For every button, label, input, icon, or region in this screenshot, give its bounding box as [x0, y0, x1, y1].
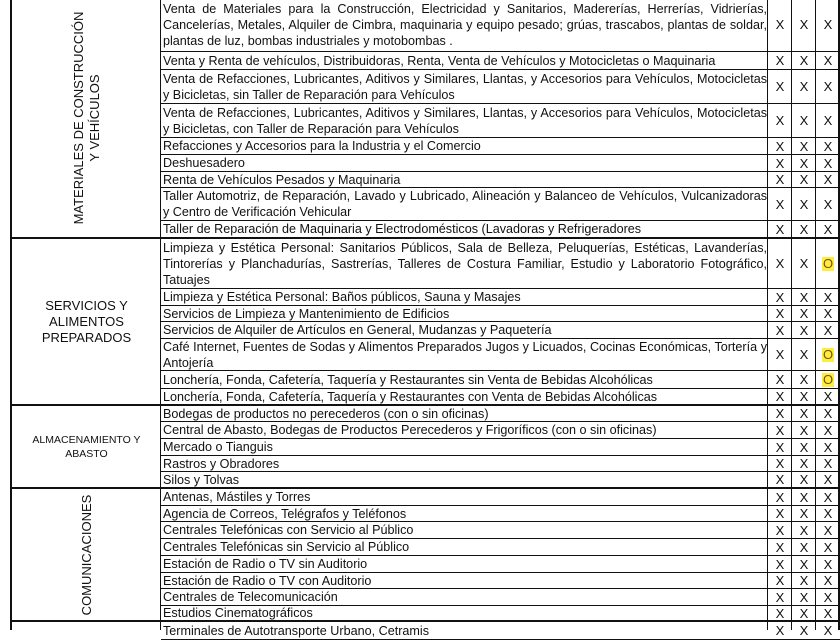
use-description-text: Limpieza y Estética Personal: Baños públicos, Sauna y Masajes — [163, 290, 521, 304]
prohibited-mark: X — [775, 155, 785, 171]
compatibility-mark-cell — [792, 456, 816, 471]
compatibility-mark-cell — [792, 239, 816, 288]
compatibility-mark-cell — [768, 239, 792, 288]
prohibited-mark: X — [799, 17, 809, 32]
use-description-text: Antenas, Mástiles y Torres — [163, 490, 311, 504]
mark-column-divider — [815, 0, 816, 630]
compatibility-mark-cell — [768, 371, 792, 388]
use-description-text: Refacciones y Accesorios para la Industria y el Comercio — [163, 139, 481, 153]
prohibited-mark: X — [799, 522, 809, 538]
use-description — [163, 472, 767, 487]
compatibility-mark-cell — [816, 70, 840, 103]
category-label: SERVICIOS Y ALIMENTOS PREPARADOS — [41, 297, 132, 345]
prohibited-mark: X — [823, 422, 833, 438]
use-description-text: Centrales Telefónicas sin Servicio al Público — [163, 540, 410, 554]
mark-column-divider — [767, 0, 768, 630]
prohibited-mark: X — [775, 17, 785, 32]
use-description — [163, 439, 767, 455]
compatibility-mark-cell — [768, 556, 792, 572]
use-description — [163, 239, 767, 288]
compatibility-mark-cell — [816, 322, 840, 338]
compatibility-mark-cell — [792, 539, 816, 555]
compatibility-mark-cell — [792, 322, 816, 338]
use-description-text: Taller de Reparación de Maquinaria y Electrodomésticos (Lavadoras y Refrigeradores — [163, 222, 642, 236]
compatibility-mark-cell — [768, 539, 792, 555]
prohibited-mark: X — [799, 456, 809, 471]
compatibility-mark-cell — [768, 406, 792, 421]
use-description-text: Café Internet, Fuentes de Sodas y Alimentos Preparados Jugos y Licuados, Cocinas Económicas, Tortería y Antojería — [163, 339, 767, 370]
table-row — [161, 0, 840, 52]
prohibited-mark: X — [775, 422, 785, 438]
table-row — [161, 188, 840, 221]
prohibited-mark: X — [799, 347, 809, 362]
compatibility-mark-cell — [768, 289, 792, 305]
prohibited-mark: X — [799, 556, 809, 572]
prohibited-mark: X — [799, 623, 809, 638]
prohibited-mark: X — [799, 605, 809, 621]
prohibited-mark: X — [799, 406, 809, 421]
prohibited-mark: X — [775, 347, 785, 362]
category-cell — [12, 406, 161, 489]
compatibility-mark-cell — [768, 70, 792, 103]
prohibited-mark: X — [799, 79, 809, 94]
prohibited-mark: X — [775, 172, 785, 187]
prohibited-mark: X — [775, 289, 785, 305]
prohibited-mark: X — [823, 138, 833, 154]
use-description-text: Estudios Cinematográficos — [163, 606, 313, 620]
use-description-text: Venta de Refacciones, Lubricantes, Aditivos y Similares, Llantas, y Accesorios para Vehículos, Motocicletas y Bicicletas, sin Taller de Reparación para Vehículos — [163, 71, 767, 102]
prohibited-mark: X — [799, 589, 809, 605]
prohibited-mark: X — [823, 196, 833, 212]
prohibited-mark: X — [823, 389, 833, 404]
prohibited-mark: X — [799, 196, 809, 212]
use-description — [163, 155, 767, 171]
compatibility-mark-cell — [768, 221, 792, 237]
compatibility-mark-cell — [792, 606, 816, 620]
compatibility-mark-cell — [816, 138, 840, 154]
prohibited-mark: X — [799, 256, 809, 271]
table-row — [161, 539, 840, 556]
compatibility-mark-cell — [768, 155, 792, 171]
prohibited-mark: X — [775, 406, 785, 421]
compatibility-mark-cell — [816, 188, 840, 220]
table-row — [161, 138, 840, 155]
compatibility-mark-cell — [792, 155, 816, 171]
category-cell — [12, 239, 161, 406]
use-description-text: Venta y Renta de vehículos, Distribuidoras, Renta, Venta de Vehículos y Motocicletas o Maquinaria — [163, 53, 716, 68]
prohibited-mark: X — [799, 172, 809, 187]
use-description — [163, 138, 767, 154]
compatibility-mark-cell — [768, 389, 792, 404]
prohibited-mark: X — [823, 155, 833, 171]
use-description — [163, 289, 767, 305]
compatibility-mark-cell — [768, 339, 792, 370]
use-description — [163, 371, 767, 388]
compatibility-mark-cell — [816, 622, 840, 639]
table-row — [161, 221, 840, 239]
table-row — [161, 339, 840, 371]
compatibility-mark-cell — [816, 439, 840, 455]
prohibited-mark: X — [823, 439, 833, 455]
prohibited-mark: X — [799, 306, 809, 321]
prohibited-mark: X — [775, 456, 785, 471]
compatibility-mark-cell — [816, 489, 840, 505]
prohibited-mark: X — [775, 539, 785, 555]
compatibility-mark-cell — [816, 556, 840, 572]
table-row — [161, 104, 840, 138]
table-row — [161, 289, 840, 306]
prohibited-mark: X — [823, 221, 833, 237]
prohibited-mark: X — [799, 489, 809, 505]
use-description — [163, 306, 767, 321]
use-description-text: Silos y Tolvas — [163, 472, 240, 487]
compatibility-mark-cell — [768, 506, 792, 521]
table-row — [161, 371, 840, 389]
use-description-text: Servicios de Limpieza y Mantenimiento de Edificios — [163, 306, 450, 321]
compatibility-mark-cell — [792, 52, 816, 69]
prohibited-mark: X — [799, 53, 809, 68]
prohibited-mark: X — [823, 17, 833, 32]
use-description — [163, 406, 767, 421]
use-description-text: Servicios de Alquiler de Artículos en General, Mudanzas y Paquetería — [163, 323, 552, 337]
compatibility-mark-cell — [768, 0, 792, 51]
compatibility-mark-cell — [816, 306, 840, 321]
compatibility-mark-cell — [816, 522, 840, 538]
prohibited-mark: X — [799, 439, 809, 455]
compatibility-mark-cell — [792, 556, 816, 572]
compatibility-mark-cell — [768, 52, 792, 69]
use-description-text: Centrales Telefónicas con Servicio al Público — [163, 523, 414, 537]
prohibited-mark: X — [799, 422, 809, 438]
compatibility-mark-cell — [816, 389, 840, 404]
compatibility-mark-cell — [816, 0, 840, 51]
use-description-text: Bodegas de productos no perecederos (con o sin oficinas) — [163, 406, 489, 421]
prohibited-mark: X — [775, 196, 785, 212]
prohibited-mark: X — [799, 113, 809, 128]
category-label: MATERIALES DE CONSTRUCCIÓN Y VEHÍCULOS — [70, 11, 102, 224]
compatibility-mark-cell — [792, 371, 816, 388]
use-description-text: Estación de Radio o TV sin Auditorio — [163, 557, 368, 571]
prohibited-mark: X — [775, 506, 785, 521]
table-row — [161, 606, 840, 622]
prohibited-mark: X — [775, 605, 785, 621]
use-description-text: Agencia de Correos, Telégrafos y Teléfonos — [163, 506, 407, 521]
compatibility-mark-cell — [792, 622, 816, 639]
use-description-text: Venta de Refacciones, Lubricantes, Aditivos y Similares, Llantas, y Accesorios para Vehículos, Motocicletas y Bicicletas, con Taller de Reparación para Vehículos — [163, 105, 767, 136]
prohibited-mark: X — [775, 589, 785, 605]
prohibited-mark: X — [775, 623, 785, 638]
use-description — [163, 339, 767, 370]
compatibility-mark-cell — [768, 522, 792, 538]
use-description — [163, 322, 767, 338]
table-row — [161, 472, 840, 489]
compatibility-mark-cell — [816, 506, 840, 521]
prohibited-mark: X — [775, 439, 785, 455]
compatibility-mark-cell — [792, 406, 816, 421]
prohibited-mark: X — [775, 113, 785, 128]
prohibited-mark: X — [775, 573, 785, 588]
compatibility-mark-cell — [792, 138, 816, 154]
table-row — [161, 172, 840, 188]
prohibited-mark: X — [799, 322, 809, 338]
prohibited-mark: X — [775, 322, 785, 338]
use-description-text: Lonchería, Fonda, Cafetería, Taquería y Restaurantes sin Venta de Bebidas Alcohólicas — [163, 372, 653, 387]
compatibility-mark-cell — [792, 589, 816, 605]
table-row — [161, 306, 840, 322]
compatibility-mark-cell — [816, 539, 840, 555]
prohibited-mark: X — [799, 539, 809, 555]
use-description — [163, 522, 767, 538]
table-row — [161, 322, 840, 339]
prohibited-mark: X — [823, 113, 833, 128]
table-row — [161, 422, 840, 439]
prohibited-mark: X — [775, 372, 785, 387]
prohibited-mark: X — [775, 306, 785, 321]
prohibited-mark: X — [799, 389, 809, 404]
use-description-text: Centrales de Telecomunicación — [163, 590, 338, 604]
compatibility-mark-cell — [792, 104, 816, 137]
table-row — [161, 456, 840, 472]
use-description — [163, 589, 767, 605]
compatibility-mark-cell — [768, 489, 792, 505]
use-description — [163, 573, 767, 588]
use-description — [163, 422, 767, 438]
compatibility-mark-cell — [792, 172, 816, 187]
prohibited-mark: X — [823, 456, 833, 471]
prohibited-mark: X — [799, 506, 809, 521]
prohibited-mark: X — [823, 623, 833, 638]
prohibited-mark: X — [823, 289, 833, 305]
compatibility-mark-cell — [816, 289, 840, 305]
compatibility-mark-cell — [792, 506, 816, 521]
mark-column-divider — [791, 0, 792, 630]
compatibility-mark-cell — [792, 573, 816, 588]
compatibility-mark-cell — [768, 306, 792, 321]
use-description-text: Terminales de Autotransporte Urbano, Cetramis — [163, 623, 429, 638]
prohibited-mark: X — [823, 79, 833, 94]
use-description-text: Taller Automotriz, de Reparación, Lavado y Lubricado, Alineación y Balanceo de Vehículos, Vulcanizadoras y Centro de Verificación Vehicular — [163, 189, 767, 219]
prohibited-mark: X — [799, 138, 809, 154]
use-description-text: Central de Abasto, Bodegas de Productos Perecederos y Frigoríficos (con o sin oficinas) — [163, 423, 657, 437]
conditional-mark: O — [822, 346, 834, 362]
compatibility-mark-cell — [768, 422, 792, 438]
prohibited-mark: X — [775, 472, 785, 487]
use-description — [163, 556, 767, 572]
use-description — [163, 52, 767, 69]
prohibited-mark: X — [799, 372, 809, 387]
compatibility-mark-cell — [768, 172, 792, 187]
table-row — [161, 622, 840, 640]
prohibited-mark: X — [799, 289, 809, 305]
compatibility-mark-cell — [816, 172, 840, 187]
table-row — [161, 406, 840, 422]
use-description-text: Deshuesadero — [163, 156, 245, 170]
table-row — [161, 556, 840, 573]
use-description — [163, 0, 767, 51]
compatibility-mark-cell — [792, 221, 816, 237]
compatibility-mark-cell — [816, 406, 840, 421]
prohibited-mark: X — [775, 522, 785, 538]
prohibited-mark: X — [823, 556, 833, 572]
table-row — [161, 155, 840, 172]
use-description — [163, 539, 767, 555]
prohibited-mark: X — [775, 489, 785, 505]
table-row — [161, 522, 840, 539]
use-description-text: Estación de Radio o TV con Auditorio — [163, 573, 372, 588]
use-description-text: Venta de Materiales para la Construcción, Electricidad y Sanitarios, Madererías, Herrerías, Vidrierías, Cancelerías, Metales, Alquiler de Cimbra, maquinaria y equipo pesado; grúas, trascabos, plantas de soldar, plantas de luz, bombas industriales y motobombas . — [163, 1, 767, 48]
table-row — [161, 589, 840, 606]
compatibility-mark-cell — [792, 422, 816, 438]
table-row — [161, 389, 840, 406]
conditional-mark: O — [822, 255, 834, 271]
compatibility-mark-cell — [792, 472, 816, 487]
use-description — [163, 70, 767, 103]
compatibility-mark-cell — [768, 589, 792, 605]
prohibited-mark: X — [823, 506, 833, 521]
use-description — [163, 221, 767, 237]
use-description — [163, 104, 767, 137]
compatibility-mark-cell — [792, 289, 816, 305]
prohibited-mark: X — [823, 322, 833, 338]
prohibited-mark: X — [823, 472, 833, 487]
compatibility-mark-cell — [792, 389, 816, 404]
compatibility-mark-cell — [792, 306, 816, 321]
compatibility-mark-cell — [768, 456, 792, 471]
compatibility-mark-cell — [768, 322, 792, 338]
compatibility-mark-cell — [792, 489, 816, 505]
prohibited-mark: X — [823, 605, 833, 621]
prohibited-mark: X — [775, 556, 785, 572]
prohibited-mark: X — [823, 522, 833, 538]
compatibility-mark-cell — [816, 339, 840, 370]
prohibited-mark: X — [775, 79, 785, 94]
use-description-text: Renta de Vehículos Pesados y Maquinaria — [163, 172, 401, 187]
compatibility-mark-cell — [768, 439, 792, 455]
compatibility-mark-cell — [792, 339, 816, 370]
prohibited-mark: X — [799, 155, 809, 171]
use-description — [163, 188, 767, 220]
prohibited-mark: X — [823, 172, 833, 187]
compatibility-mark-cell — [768, 573, 792, 588]
table-row — [161, 70, 840, 104]
table-row — [161, 506, 840, 522]
compatibility-mark-cell — [768, 606, 792, 620]
compatibility-mark-cell — [792, 70, 816, 103]
prohibited-mark: X — [775, 53, 785, 68]
compatibility-mark-cell — [816, 371, 840, 388]
prohibited-mark: X — [823, 406, 833, 421]
prohibited-mark: X — [823, 489, 833, 505]
prohibited-mark: X — [775, 389, 785, 404]
use-description-text: Mercado o Tianguis — [163, 440, 273, 454]
conditional-mark: O — [822, 371, 834, 387]
prohibited-mark: X — [775, 221, 785, 237]
prohibited-mark: X — [823, 573, 833, 588]
use-description-text: Limpieza y Estética Personal: Sanitarios Públicos, Sala de Belleza, Peluquerías, Estéticas, Lavanderías, Tintorerías y Planchadurías, Sastrerías, Talleres de Costura Familiar, Estudio y Laboratorio Fotográfico, Tatuajes — [163, 240, 767, 287]
compatibility-mark-cell — [768, 138, 792, 154]
use-description — [163, 456, 767, 471]
compatibility-mark-cell — [816, 221, 840, 237]
use-description — [163, 389, 767, 404]
category-cell — [12, 489, 161, 622]
prohibited-mark: X — [823, 53, 833, 68]
prohibited-mark: X — [775, 256, 785, 271]
prohibited-mark: X — [823, 306, 833, 321]
compatibility-mark-cell — [768, 472, 792, 487]
compatibility-mark-cell — [816, 239, 840, 288]
table-row — [161, 439, 840, 456]
compatibility-mark-cell — [816, 472, 840, 487]
compatibility-mark-cell — [792, 522, 816, 538]
compatibility-mark-cell — [816, 456, 840, 471]
compatibility-mark-cell — [768, 622, 792, 639]
use-description — [163, 172, 767, 187]
category-label: COMUNICACIONES — [78, 494, 94, 615]
compatibility-mark-cell — [768, 104, 792, 137]
use-description — [163, 622, 767, 639]
prohibited-mark: X — [799, 573, 809, 588]
prohibited-mark: X — [775, 138, 785, 154]
compatibility-mark-cell — [816, 52, 840, 69]
compatibility-mark-cell — [816, 573, 840, 588]
use-description — [163, 489, 767, 505]
table-row — [161, 52, 840, 70]
use-description — [163, 606, 767, 620]
compatibility-mark-cell — [768, 188, 792, 220]
compatibility-mark-cell — [792, 188, 816, 220]
table-row — [161, 573, 840, 589]
prohibited-mark: X — [823, 589, 833, 605]
compatibility-mark-cell — [792, 439, 816, 455]
compatibility-mark-cell — [816, 606, 840, 620]
compatibility-mark-cell — [816, 422, 840, 438]
table-row — [161, 239, 840, 289]
compatibility-mark-cell — [816, 589, 840, 605]
use-description — [163, 506, 767, 521]
compatibility-mark-cell — [792, 0, 816, 51]
category-label: ALMACENAMIENTO Y ABASTO — [32, 433, 141, 460]
prohibited-mark: X — [799, 221, 809, 237]
compatibility-mark-cell — [816, 155, 840, 171]
category-cell — [12, 0, 161, 239]
prohibited-mark: X — [799, 472, 809, 487]
use-description-text: Lonchería, Fonda, Cafetería, Taquería y Restaurantes con Venta de Bebidas Alcohólicas — [163, 389, 658, 404]
use-description-text: Rastros y Obradores — [163, 456, 280, 471]
compatibility-mark-cell — [816, 104, 840, 137]
prohibited-mark: X — [823, 539, 833, 555]
table-row — [161, 489, 840, 506]
